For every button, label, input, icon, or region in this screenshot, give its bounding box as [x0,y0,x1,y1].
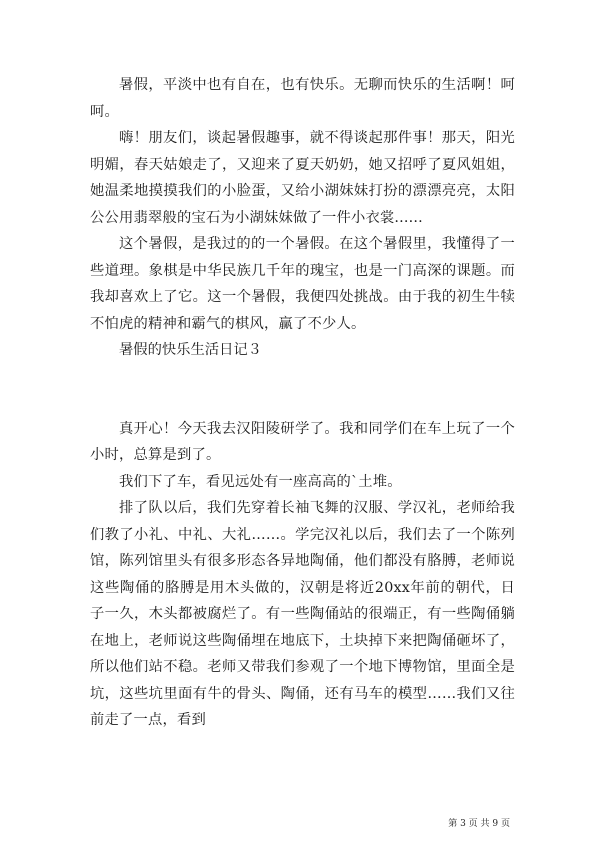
page-number: 第 3 页 共 9 页 [448,819,510,829]
paragraph: 真开心！今天我去汉阳陵研学了。我和同学们在车上玩了一个小时，总算是到了。 [90,420,515,463]
paragraph: 这个暑假，是我过的的一个暑假。在这个暑假里，我懂得了一些道理。象棋是中华民族几千年的瑰宝，也是一门高深的课题。而我却喜欢上了它。这一个暑假，我便四处挑战。由于我的初生牛犊不怕虎的精神和霸气的棋风，赢了不少人。 [90,236,515,332]
section-heading: 暑假的快乐生活日记３ [119,342,262,358]
spacer [90,364,515,416]
paragraph: 嗨！朋友们，谈起暑假趣事，就不得谈起那件事！那天，阳光明媚，春天姑娘走了，又迎来了夏天奶奶，她又招呼了夏风姐姐，她温柔地摸摸我们的小脸蛋，又给小湖妹妹打扮的漂漂亮亮，太阳公公用翡翠般的宝石为小湖妹妹做了一件小衣裳...... [90,130,515,226]
document-body [90,72,515,734]
paragraph: 我们下了车，看见远处有一座高高的`土堆。 [119,473,402,490]
paragraph: 暑假，平淡中也有自在，也有快乐。无聊而快乐的生活啊！呵呵。 [90,77,515,120]
paragraph: 排了队以后，我们先穿着长袖飞舞的汉服、学汉礼，老师给我们教了小礼、中礼、大礼……。学完汉礼以后，我们去了一个陈列馆，陈列馆里头有很多形态各异地陶俑，他们都没有胳膊，老师说这些陶俑的胳膊是用木头做的，汉朝是将近20xx年前的朝代，日子一久，木头都被腐烂了。有一些陶俑站的很端正，有一些陶俑躺在地上，老师说这些陶俑埋在地底下，土块掉下来把陶俑砸坏了，所以他们站不稳。老师又带我们参观了一个地下博物馆，里面全是坑，这些坑里面有牛的骨头、陶俑，还有马车的模型……我们又往前走了一点，看到 [90,500,515,728]
